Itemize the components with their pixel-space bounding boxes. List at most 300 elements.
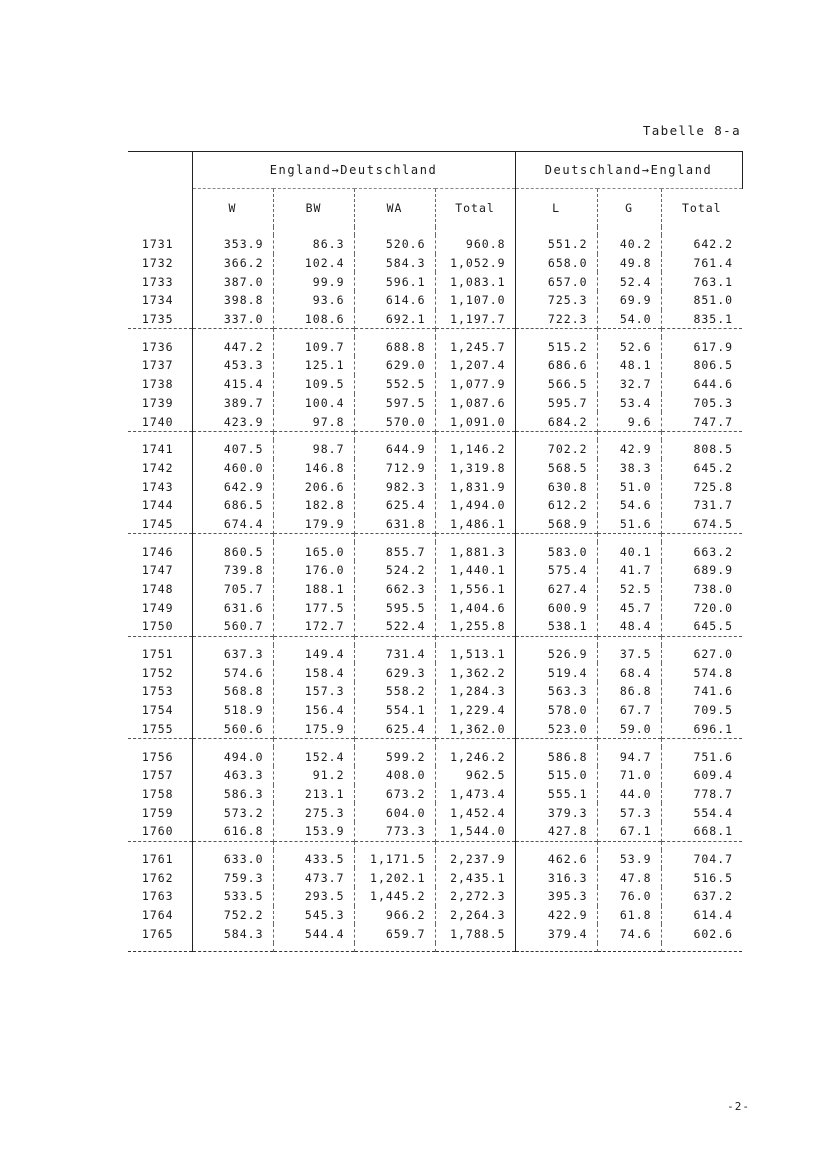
cell-w: 337.0 [192,310,273,329]
cell-year: 1735 [141,312,174,327]
cell-g: 86.8 [597,682,661,701]
cell-g: 41.7 [597,561,661,580]
cell-year: 1732 [141,256,174,271]
cell-year: 1756 [141,749,174,764]
cell-year: 1764 [141,908,174,923]
group-separator [128,739,742,748]
col-header-l: L [515,189,597,228]
cell-total-imports: 705.3 [661,394,742,413]
year-subheader-cell [128,189,192,228]
cell-bw: 152.4 [273,747,354,766]
cell-year: 1759 [141,805,174,820]
table-row [128,272,742,291]
cell-year: 1740 [141,414,174,429]
cell-w: 574.6 [192,663,273,682]
cell-total-exports: 1,052.9 [435,254,515,273]
cell-total-imports: 731.7 [661,496,742,515]
separator-cell [435,636,515,645]
separator-cell [661,329,742,338]
group-header-row [128,152,742,189]
cell-total-exports: 1,083.1 [435,272,515,291]
cell-l: 600.9 [515,598,597,617]
cell-total-imports: 704.7 [661,850,742,869]
cell-total-imports: 668.1 [661,822,742,841]
separator-cell [354,227,435,235]
cell-w: 463.3 [192,766,273,785]
separator-cell [515,534,597,543]
cell-l: 568.5 [515,459,597,478]
cell-g: 37.5 [597,645,661,664]
cell-g: 32.7 [597,375,661,394]
group-separator [128,636,742,645]
cell-bw: 293.5 [273,887,354,906]
separator-cell [597,739,661,748]
separator-cell [515,943,597,952]
cell-bw: 473.7 [273,868,354,887]
cell-g: 52.4 [597,272,661,291]
separator-cell [435,943,515,952]
cell-w: 631.6 [192,598,273,617]
separator-cell [128,943,192,952]
cell-total-exports: 1,831.9 [435,477,515,496]
cell-bw: 109.5 [273,375,354,394]
cell-total-exports: 1,404.6 [435,598,515,617]
cell-wa: 1,445.2 [354,887,435,906]
cell-wa: 631.8 [354,515,435,534]
cell-total-exports: 960.8 [435,235,515,254]
cell-bw: 213.1 [273,785,354,804]
separator-cell [192,227,273,235]
cell-bw: 433.5 [273,850,354,869]
cell-w: 616.8 [192,822,273,841]
cell-total-exports: 1,494.0 [435,496,515,515]
cell-wa: 408.0 [354,766,435,785]
cell-l: 725.3 [515,291,597,310]
cell-g: 44.0 [597,785,661,804]
cell-w: 494.0 [192,747,273,766]
table-row [128,356,742,375]
cell-year: 1762 [141,870,174,885]
separator-cell [273,739,354,748]
cell-wa: 524.2 [354,561,435,580]
separator-cell [128,329,192,338]
cell-bw: 93.6 [273,291,354,310]
cell-w: 674.4 [192,515,273,534]
cell-total-imports: 720.0 [661,598,742,617]
cell-total-exports: 1,146.2 [435,440,515,459]
separator-cell [435,534,515,543]
separator-cell [515,431,597,440]
cell-wa: 644.9 [354,440,435,459]
cell-total-exports: 1,107.0 [435,291,515,310]
cell-total-imports: 761.4 [661,254,742,273]
cell-l: 523.0 [515,720,597,739]
cell-total-imports: 806.5 [661,356,742,375]
cell-bw: 177.5 [273,598,354,617]
table-row [128,254,742,273]
cell-total-exports: 1,362.2 [435,663,515,682]
cell-g: 54.0 [597,310,661,329]
cell-year: 1734 [141,293,174,308]
table-row [128,701,742,720]
cell-w: 568.8 [192,682,273,701]
cell-wa: 584.3 [354,254,435,273]
table-row [128,235,742,254]
cell-l: 657.0 [515,272,597,291]
cell-year: 1761 [141,851,174,866]
cell-bw: 153.9 [273,822,354,841]
cell-total-imports: 614.4 [661,906,742,925]
table-row [128,580,742,599]
cell-w: 739.8 [192,561,273,580]
cell-wa: 662.3 [354,580,435,599]
separator-cell [661,431,742,440]
cell-year: 1736 [141,339,174,354]
cell-total-imports: 663.2 [661,542,742,561]
cell-wa: 554.1 [354,701,435,720]
cell-total-exports: 1,319.8 [435,459,515,478]
table-row [128,785,742,804]
cell-total-exports: 1,440.1 [435,561,515,580]
separator-cell [128,227,192,235]
separator-cell [661,636,742,645]
cell-year: 1733 [141,274,174,289]
separator-cell [597,534,661,543]
table-row [128,803,742,822]
table-row [128,766,742,785]
cell-total-exports: 1,544.0 [435,822,515,841]
table-row [128,822,742,841]
cell-year: 1748 [141,582,174,597]
cell-wa: 773.3 [354,822,435,841]
separator-cell [597,841,661,850]
separator-cell [597,329,661,338]
cell-l: 515.0 [515,766,597,785]
separator-cell [273,431,354,440]
separator-cell [435,227,515,235]
cell-l: 684.2 [515,412,597,431]
cell-g: 40.2 [597,235,661,254]
cell-wa: 966.2 [354,906,435,925]
cell-g: 53.9 [597,850,661,869]
cell-total-exports: 1,556.1 [435,580,515,599]
cell-wa: 629.3 [354,663,435,682]
cell-total-imports: 747.7 [661,412,742,431]
cell-year: 1750 [141,619,174,634]
cell-g: 67.1 [597,822,661,841]
cell-total-exports: 1,197.7 [435,310,515,329]
table-row [128,412,742,431]
cell-year: 1760 [141,824,174,839]
cell-w: 518.9 [192,701,273,720]
cell-l: 422.9 [515,906,597,925]
separator-cell [597,943,661,952]
cell-bw: 545.3 [273,906,354,925]
cell-w: 533.5 [192,887,273,906]
separator-cell [128,841,192,850]
cell-total-imports: 674.5 [661,515,742,534]
cell-g: 69.9 [597,291,661,310]
table-label: Tabelle 8-a [642,123,741,138]
cell-w: 584.3 [192,924,273,943]
cell-year: 1743 [141,479,174,494]
cell-total-exports: 1,077.9 [435,375,515,394]
cell-l: 395.3 [515,887,597,906]
cell-total-imports: 627.0 [661,645,742,664]
cell-w: 353.9 [192,235,273,254]
table-row [128,561,742,580]
cell-w: 389.7 [192,394,273,413]
cell-w: 560.6 [192,720,273,739]
separator-cell [192,329,273,338]
cell-w: 637.3 [192,645,273,664]
cell-w: 387.0 [192,272,273,291]
cell-w: 560.7 [192,617,273,636]
page-number: -2- [727,1100,750,1113]
cell-total-exports: 1,284.3 [435,682,515,701]
cell-l: 555.1 [515,785,597,804]
cell-year: 1757 [141,768,174,783]
cell-total-imports: 738.0 [661,580,742,599]
cell-g: 42.9 [597,440,661,459]
cell-bw: 100.4 [273,394,354,413]
group-header-england-to-germany: England→Deutschland [192,152,515,189]
cell-g: 9.6 [597,412,661,431]
cell-bw: 179.9 [273,515,354,534]
table-row [128,598,742,617]
cell-bw: 206.6 [273,477,354,496]
cell-l: 519.4 [515,663,597,682]
separator-cell [192,636,273,645]
cell-g: 53.4 [597,394,661,413]
cell-total-imports: 709.5 [661,701,742,720]
table-row [128,617,742,636]
separator-cell [435,841,515,850]
cell-total-imports: 554.4 [661,803,742,822]
cell-bw: 108.6 [273,310,354,329]
cell-total-exports: 1,362.0 [435,720,515,739]
col-header-bw: BW [273,189,354,228]
separator-cell [435,329,515,338]
cell-total-imports: 835.1 [661,310,742,329]
group-header-germany-to-england: Deutschland→England [515,152,742,189]
cell-wa: 982.3 [354,477,435,496]
separator-cell [192,534,273,543]
separator-cell [192,431,273,440]
separator-cell [192,841,273,850]
cell-bw: 182.8 [273,496,354,515]
cell-total-imports: 689.9 [661,561,742,580]
cell-year: 1738 [141,377,174,392]
cell-g: 52.6 [597,337,661,356]
cell-g: 48.4 [597,617,661,636]
cell-g: 68.4 [597,663,661,682]
table-row [128,850,742,869]
separator-cell [515,841,597,850]
separator-cell [354,739,435,748]
table-row [128,477,742,496]
cell-l: 379.4 [515,924,597,943]
cell-wa: 614.6 [354,291,435,310]
cell-total-imports: 637.2 [661,887,742,906]
table-row [128,496,742,515]
table-row [128,906,742,925]
cell-bw: 125.1 [273,356,354,375]
cell-total-imports: 644.6 [661,375,742,394]
cell-year: 1744 [141,498,174,513]
cell-year: 1758 [141,786,174,801]
separator-cell [597,636,661,645]
table-row [128,645,742,664]
separator-cell [128,636,192,645]
cell-bw: 176.0 [273,561,354,580]
cell-bw: 158.4 [273,663,354,682]
cell-wa: 855.7 [354,542,435,561]
separator-cell [515,636,597,645]
group-separator [128,329,742,338]
cell-total-imports: 725.8 [661,477,742,496]
cell-l: 538.1 [515,617,597,636]
cell-g: 49.8 [597,254,661,273]
separator-cell [273,943,354,952]
cell-l: 526.9 [515,645,597,664]
cell-total-exports: 1,788.5 [435,924,515,943]
cell-g: 94.7 [597,747,661,766]
cell-w: 573.2 [192,803,273,822]
cell-w: 423.9 [192,412,273,431]
cell-year: 1741 [141,442,174,457]
table-row [128,440,742,459]
cell-total-exports: 2,264.3 [435,906,515,925]
cell-wa: 595.5 [354,598,435,617]
table-row [128,291,742,310]
cell-total-exports: 1,207.4 [435,356,515,375]
table-row [128,310,742,329]
cell-l: 612.2 [515,496,597,515]
cell-bw: 109.7 [273,337,354,356]
cell-total-exports: 1,091.0 [435,412,515,431]
col-header-total-imports: Total [661,189,742,228]
group-separator [128,841,742,850]
cell-w: 752.2 [192,906,273,925]
cell-total-exports: 962.5 [435,766,515,785]
cell-l: 702.2 [515,440,597,459]
separator-cell [273,534,354,543]
separator-cell [354,636,435,645]
cell-g: 61.8 [597,906,661,925]
cell-total-imports: 516.5 [661,868,742,887]
cell-l: 551.2 [515,235,597,254]
table-row [128,682,742,701]
separator-cell [661,534,742,543]
cell-g: 76.0 [597,887,661,906]
cell-total-exports: 1,473.4 [435,785,515,804]
cell-wa: 1,202.1 [354,868,435,887]
cell-g: 48.1 [597,356,661,375]
cell-wa: 731.4 [354,645,435,664]
cell-total-imports: 741.6 [661,682,742,701]
cell-year: 1745 [141,516,174,531]
separator-cell [273,636,354,645]
cell-total-imports: 645.2 [661,459,742,478]
cell-year: 1731 [141,237,174,252]
cell-g: 54.6 [597,496,661,515]
cell-wa: 659.7 [354,924,435,943]
cell-total-exports: 2,435.1 [435,868,515,887]
separator-cell [354,431,435,440]
cell-l: 563.3 [515,682,597,701]
cell-l: 630.8 [515,477,597,496]
separator-cell [192,943,273,952]
table-row [128,663,742,682]
separator-cell [515,739,597,748]
cell-g: 40.1 [597,542,661,561]
cell-bw: 188.1 [273,580,354,599]
cell-wa: 604.0 [354,803,435,822]
cell-year: 1749 [141,600,174,615]
cell-wa: 629.0 [354,356,435,375]
cell-year: 1747 [141,563,174,578]
trade-table [128,151,743,952]
separator-cell [597,431,661,440]
separator-cell [435,739,515,748]
cell-total-imports: 808.5 [661,440,742,459]
cell-wa: 596.1 [354,272,435,291]
cell-wa: 625.4 [354,496,435,515]
separator-cell [354,534,435,543]
cell-g: 47.8 [597,868,661,887]
cell-year: 1763 [141,889,174,904]
cell-total-imports: 851.0 [661,291,742,310]
table-row [128,747,742,766]
cell-l: 595.7 [515,394,597,413]
cell-total-imports: 645.5 [661,617,742,636]
cell-l: 627.4 [515,580,597,599]
table-row [128,515,742,534]
separator-cell [597,227,661,235]
separator-cell [273,329,354,338]
separator-cell [354,943,435,952]
cell-total-imports: 574.8 [661,663,742,682]
cell-l: 566.5 [515,375,597,394]
cell-l: 427.8 [515,822,597,841]
cell-wa: 673.2 [354,785,435,804]
cell-l: 462.6 [515,850,597,869]
cell-w: 642.9 [192,477,273,496]
table-bottom-rule [128,943,742,952]
separator-cell [273,841,354,850]
cell-bw: 99.9 [273,272,354,291]
cell-g: 52.5 [597,580,661,599]
cell-bw: 98.7 [273,440,354,459]
separator-cell [435,431,515,440]
table-row [128,542,742,561]
cell-total-exports: 1,246.2 [435,747,515,766]
col-header-wa: WA [354,189,435,228]
cell-total-exports: 1,513.1 [435,645,515,664]
cell-w: 460.0 [192,459,273,478]
sub-header-row [128,189,742,228]
separator-cell [661,227,742,235]
cell-bw: 156.4 [273,701,354,720]
table-row [128,394,742,413]
cell-total-imports: 751.6 [661,747,742,766]
cell-year: 1742 [141,460,174,475]
cell-l: 316.3 [515,868,597,887]
cell-l: 583.0 [515,542,597,561]
cell-l: 658.0 [515,254,597,273]
separator-cell [192,739,273,748]
